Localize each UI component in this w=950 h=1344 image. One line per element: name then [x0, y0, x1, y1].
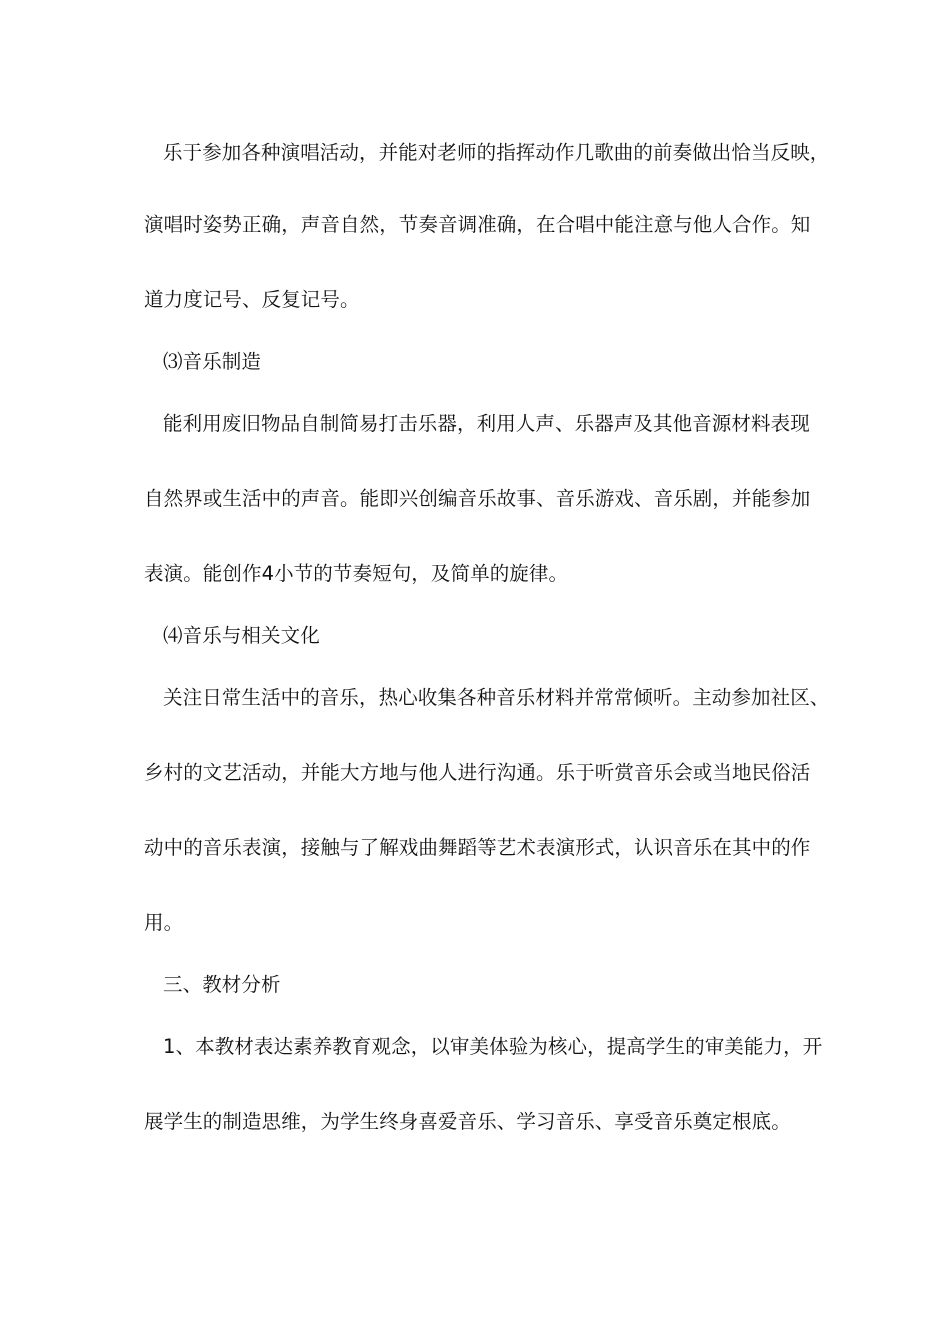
section-heading: ⑷音乐与相关文化 [163, 624, 320, 647]
paragraph-line: 展学生的制造思维，为学生终身喜爱音乐、学习音乐、享受音乐奠定根底。 [144, 1110, 791, 1133]
paragraph-line: 道力度记号、反复记号。 [144, 288, 360, 311]
section-heading: 三、教材分析 [163, 973, 281, 996]
paragraph-line: 乐于参加各种演唱活动，并能对老师的指挥动作几歌曲的前奏做出恰当反映， [163, 141, 830, 164]
paragraph-line: 1、本教材表达素养教育观念，以审美体验为核心，提高学生的审美能力，开 [163, 1035, 823, 1058]
paragraph-line: 乡村的文艺活动，并能大方地与他人进行沟通。乐于听赏音乐会或当地民俗活 [144, 761, 811, 784]
paragraph-line: 关注日常生活中的音乐，热心收集各种音乐材料并常常倾听。主动参加社区、 [163, 686, 830, 709]
paragraph-line: 动中的音乐表演，接触与了解戏曲舞蹈等艺术表演形式，认识音乐在其中的作 [144, 836, 811, 859]
paragraph-line: 用。 [144, 911, 184, 934]
paragraph-line: 自然界或生活中的声音。能即兴创编音乐故事、音乐游戏、音乐剧，并能参加 [144, 487, 811, 510]
paragraph-line: 表演。能创作4小节的节奏短句，及简单的旋律。 [144, 562, 569, 585]
paragraph-line: 能利用废旧物品自制简易打击乐器，利用人声、乐器声及其他音源材料表现 [163, 412, 810, 435]
section-heading: ⑶音乐制造 [163, 350, 262, 373]
paragraph-line: 演唱时姿势正确，声音自然，节奏音调准确，在合唱中能注意与他人合作。知 [144, 213, 811, 236]
